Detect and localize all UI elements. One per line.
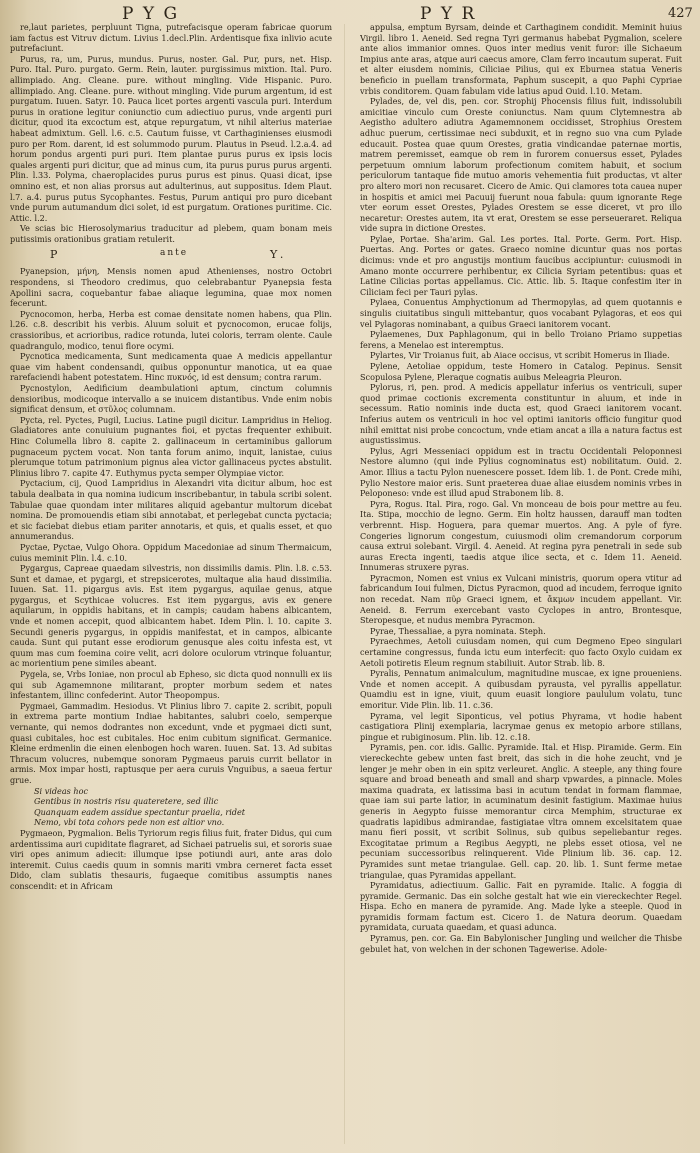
dictionary-entry: appulsa, emptum Byrsam, deinde et Carthaginem condidit. Meminit huius Virgil. libro 1. Aeneid. Sed regna Tyri germanus habebat Pygmalion, scelere ante alios immanior omnes. Quos inter medius venit furor: ille Sichaeum Impius ante aras, atque auri caecus amore, Clam ferro incautum superat. Fuit et alter eiusdem nominis, Ciliciae Pilius, qui ex Eburnea statua Veneris beneficio in puellam transformata, Paphum suscepit, a quo Paphi Cypriae vrbis conditorem. Quam fabulam vide latius apud Ouid. l.10. Metam. [360, 22, 682, 96]
dictionary-entry: Pylorus, ri, pen. prod. A medicis appellatur inferius os ventriculi, super quod primae coctionis excrementa constituntur in aluum, et inde in secessum. Ratio nominis inde ducta est, quod Graeci ianitorem vocant. Inferius autem os ventriculi in hoc vel optimi ianitoris officio fungitur quod nihil emittat nisi probe concoctum, vnde etiam ancat a illa a natura factus est augustissimus. [360, 382, 682, 446]
section-ante: ante [160, 248, 189, 259]
dictionary-entry: Pylartes, Vir Troianus fuit, ab Aiace occisus, vt scribit Homerus in Iliade. [370, 350, 670, 361]
dictionary-entry: Pylene, Aetoliae oppidum, teste Homero in Catalog. Pepinus. Sensit Scopulosa Pylene, Pleraque cognatis auibus Meleagria Pleuron. [360, 361, 682, 382]
dictionary-entry: Ve scias bic Hierosolymarius traducitur ad plebem, quam bonam meis putissimis orationibus gratiam retulerit. [10, 223, 332, 244]
dictionary-entry: Pyctacium, cij, Quod Lampridius in Alexandri vita dicitur album, hoc est tabula dealbata in qua nomina iudicum inscribebantur, in tabula scribi solent. Tabulae quae quondam inter militares aliquid agebantur multorum dicebat nomina. De promouendis etiam sibi annotabat, et perlegebat cuncta pyctacia; et sic faciebat diebus etiam pariter annotaris, et quis, et qualis esset, et quo annumerandus. [10, 478, 332, 542]
dictionary-entry: Pyra, Rogus. Ital. Pira, rogo. Gal. Vn monceau de bois pour mettre au feu. Ita. Stipa, mocchio de legno. Germ. Ein holtz haussen, darauff man todten verbrennt. Hisp. Hoguera, para quemar muertos. Ang. A pyle of fyre. Congeries lignorum congestum, cuiusmodi olim cremandorum corporum causa extrui solebant. Virgil. 4. Aeneid. At regina pyra penetrali in sede sub auras Erecta ingenti, taedis atque ilice secta, et c. Idem 11. Aeneid. Innumeras struxere pyras. [360, 498, 682, 573]
dictionary-entry: Pyralis, Pennatum animalculum, magnitudine muscae, ex igne proueniens. Vnde et nomen accepit. A quibusdam pyrausta, vel pyrallis appellatur. Quamdiu est in igne, viuit, quum euasit longiore paululum volatu, tunc emoritur. Vide Plin. lib. 11. c.36. [360, 668, 682, 710]
dictionary-entry: Pycta, rel. Pyctes, Pugil, Lucius. Latine pugil dicitur. Lampridius in Heliog. Gladiatores ante conuiuium pugnantes fioi, et pyctas frequenter exhibuit. Hinc Columella libro 8. capite 2. gallinaceum in certaminibus gallorum pugnaceum pyctem vocat. Non tanta forum animo, inquit, lanistae, cuius plerumque totum patrimonium pignus alea victor gallinaceus pyctes abstulit. Plinius libro 7. capite 47. Euthymus pycta semper Olympiae victor. [10, 414, 332, 478]
column-gutter [344, 24, 345, 1144]
dictionary-entry: Pygela, se, Vrbs Ioniae, non procul ab Epheso, sic dicta quod nonnulli ex iis qui sub Agamemnone militarant, propter morbum sedem et nates infestantem, illinc confederint. Autor Theopompus. [10, 669, 332, 701]
dictionary-entry: Pycnocomon, herba, Herba est comae densitate nomen habens, qua Plin. l.26. c.8. describit his verbis. Aluum soluit et pycnocomon, erucae folijs, crassioribus, et acrioribus, radice rotunda, lutei coloris, terram olente. Caule quadrangulo, modico, tenui flore ocymi. [10, 308, 332, 351]
dictionary-entry: Pyrae, Thessaliae, a pyra nominata. Steph. [370, 625, 546, 636]
dictionary-entry: Pycnostylon, Aedificium deambulationi aptum, cinctum columnis densioribus, modicoque intervallo a se inuicem distantibus. Vnde enim nobis significat densum, et στῦλος columnam. [10, 383, 332, 415]
page-number: 427 [668, 6, 693, 21]
verse-line: Si videas hoc [34, 785, 89, 796]
dictionary-entry: Pygmaeon, Pygmalion. Belis Tyriorum regis filius fuit, frater Didus, qui cum ardentissima auri cupiditate flagraret, ad Sichaei patruelis sui, et sororis suae viri opes animum adiecit: illumque ipse potiundi auri, ante aras dolo interemit. Cuius caedis quum in somnis mariti vmbra cerneret facta esset Dido, clam sublatis thesauris, fugaeque comitibus assumptis nanes conscendit: et in Africam [10, 827, 332, 891]
dictionary-entry: Pyramis, pen. cor. idis. Gallic. Pyramide. Ital. et Hisp. Piramide. Germ. Ein viereckechte gebew unten fast breit, das sich in die hohe zeucht, vnd je lenger je mehr oben in ein spitz verleuret. Anglic. A steeple, any thing foure square and broad beneath and small and sharp vpwardes, a pinnacle. Moles maxima quadrata, ex latissima basi in acutum tendat in formam flammae, quae iam sui parte latior, in acuminatum desinit fastigium. Maximae huius generis in Aegypto fuisse memorantur circa Memphim, structurae ex quadratis lapidibus admirandae, fastigiatae vltra omnem excelsitatem quae manu fieri possit, vt scribit Solinus, sub quibus sepeliebantur reges. Excogitatae primum a Regibus Aegypti, ne plebs esset otiosa, vel ne pecuniam successoribus relinquerent. Vide Plinium lib. 36. cap. 12. Pyramides sunt metae triangulae. Gell. cap. 20. lib. 1. Sunt ferme metae triangulae, quas Pyramidas appellant. [360, 742, 682, 880]
dictionary-entry: Pyramus, pen. cor. Ga. Ein Babylonischer Jungling und weilcher die Thisbe gebulet hat, von welchen in der schonen Tagewerise. Adole- [360, 933, 682, 954]
dictionary-entry: Pylaemenes, Dux Paphlagonum, qui in bello Troiano Priamo suppetias ferens, a Menelao est interemptus. [360, 329, 682, 350]
dictionary-entry: Pylades, de, vel dis, pen. cor. Strophij Phocensis filius fuit, indissolubili amicitiae vinculo cum Oreste coniunctus. Nam quum Clytemnestra ab Aegistho adultero adiutra Agamemnonem occidisset, Strophius Orestem adhuc puerum, certissimae neci subduxit, et in regno suo vna cum Pylade educauit. Postea quae quum Orestes, gratia vindicandae paternae mortis, matrem peremisset, eamque ob rem in furorem conuersus esset, Pylades perpetuum omnium laborum profectionum comitem habuit, et socium periculorum tantaque fide mutuo amoris vehementia fuit productas, vt alter pro altero mori non recusaret. Cicero de Amic. Qui clamores tota cauea nuper in hospitis et amici mei Pacuuij fuerunt noua fabula: quum ignorante Rege vter eorum esset Orestes, Pylades Orestem se esse diceret, vt pro illo necaretur: Orestes autem, ita vt erat, Orestem se esse perseueraret. Reliqua vide supra in dictione Orestes. [360, 96, 682, 234]
section-heading [10, 248, 332, 262]
dictionary-entry: Pylaea, Conuentus Amphyctionum ad Thermopylas, ad quem quotannis e singulis ciuitatibus singuli mittebantur, quos vocabant Pylagoras, et eos qui vel Pylagoras nominabant, a quibus Graeci ianitorem vocant. [360, 297, 682, 329]
dictionary-entry: re,laut parietes, perpluunt Tigna, putrefacisque operam fabricae quorum iam factus est Vitruv dictum. Livius 1.decl.Plin. Ardentisque fixa inlivio acute putrefaciunt. [10, 22, 332, 54]
left-column [10, 22, 332, 1147]
dictionary-entry: Pygargus, Capreae quaedam silvestris, non dissimilis damis. Plin. l.8. c.53. Sunt et damae, et pygargi, et strepsicerotes, multaque alia haud dissimilia. Iuuen. Sat. 11. pigargus avis. Est item pygargus, aquilae genus, atque pygargus, et Scythicae volucres. Est item pygargus, avis ex genere aquilarum, in oppidis habitans, et in campis; caudam habens albicantem, vnde et nomen accepit, quod albicantem habet. Idem Plin. l. 10. capite 3. Secundi generis pygargus, in oppidis manifestat, et in campos, albicante cauda. Sunt qui putant esse erodiorum genusque ales coitu infesta est, vt quum mas cum foemina coire velit, acri dolore oculorum vtrinque foluantur, ac morientium pene similes abeant. [10, 563, 332, 669]
section-letter: P [50, 248, 62, 262]
dictionary-entry: Pyraechmes, Aetoli cuiusdam nomen, qui cum Degmeno Epeo singulari certamine congressus, funda ictu eum interfecit: quo facto Oxylo cuidam ex Aetoli potiretis Eleum regnum stabiliuit. Autor Strab. lib. 8. [360, 636, 682, 668]
header-left-guide-word: P Y G [122, 4, 180, 24]
dictionary-entry: Pygmaei, Gammadim. Hesiodus. Vt Plinius libro 7. capite 2. scribit, populi in extrema parte montium Indiae habitantes, salubri coelo, semperque vernante, qui nemos dodrantes non excedunt, vnde et pygmaei dicti sunt, quasi cubitales, hoc est cubitales. Hoc enim cubitum significat. Germanice. Kleine erdmenlin die einen elenbogen hoch waren. Iuuen. Sat. 13. Ad subitas Thracum volucres, nubemque sonoram Pygmaeus paruis currit bellator in armis. Mox impar hosti, raptusque per aera curuis Vnguibus, a saeua fertur grue. [10, 700, 332, 785]
verse-line: Gentibus in nostris risu quateretere, sed illic [34, 796, 219, 807]
dictionary-entry: Pyracmon, Nomen est vnius ex Vulcani ministris, quorum opera vtitur ad fabricandum Ioui fulmen, Dictus Pyracmon, quod ad incudem, ferroque ignito non recedat. Nam πῦρ Graeci ignem, et ἄκμων incudem appellant. Vir. Aeneid. 8. Ferrum exercebant vasto Cyclopes in antro, Brontesque, Steropesque, et nudus membra Pyracmon. [360, 572, 682, 626]
verse-line: Quanquam eadem assidue spectantur praelia, ridet [34, 806, 246, 817]
dictionary-entry: Purus, ra, um, Purus, mundus. Purus, noster. Gal. Pur, purs, net. Hisp. Puro. Ital. Puro. purgato. Germ. Rein, lauter. purgissimus mixtion. Ital. Puro. allimpiado. Ang. Cleane. pure. without mingling. Vide Hispanic. Puro. allimpiado. Ang. Cleane. pure. without mingling. Vide purum argentum, id est purgatum. Iuuen. Satyr. 10. Pauca licet portes argenti vascula puri. Interdum purus in oratione legitur coniunctio cum adiectiuo purus, vnde argenti puri dicitur, quod ita excoctum est, atque repurgatum, vt nihil alterius materiae habeat admixtum. Gell. l.6. c.5. Cautum fuisse, vt Carthaginienses eiusmodi puro per Rom. darent, id est solummodo purum. Plautus in Pseud. l.2.a.4. ad horum pondus argenti puri puri. Item plantae purus purus ex ipsis locis quales argenti puri dicitur, que ad minus cum, ita purus purus purus argenti. Plin. l.33. Polyma, chaeroplacides purus purus est pinus. Quasi dicat, ipse omnino est, et non alias prorsus aut adulterinus, aut suppositus. Idem Plaut. l.7. a.4. purus putus Sycophantes. Festus, Purum antiqui pro puro dicebant vnde purum autumandum dici solet, id est purgatum. Orationes puritime. Cic. Attic. l.2. [10, 53, 332, 223]
header-right-guide-word: P Y R [420, 4, 477, 24]
right-column [360, 22, 682, 1147]
section-next-letter: Y. [270, 248, 288, 262]
dictionary-entry: Pyramidatus, adiectiuum. Gallic. Fait en pyramide. Italic. A foggia di pyramide. Germanic. Das ein solche gestalt hat wie ein viereckechter Regel. Hispa. Echo en manera de pyramide. Ang. Made lyke a steeple. Quod in pyramidis formam factum est. Cicero 1. de Natura deorum. Quaedam pyramidata, curuata quaedam, et quasi adunca. [360, 880, 682, 933]
dictionary-entry: Pylae, Portae. Sha'arim. Gal. Les portes. Ital. Porte. Germ. Port. Hisp. Puertas. Ang. Portes or gates. Graeco nomine dicuntur quas nos portas dicimus: vnde et pro angustijs montium faucibus accipiuntur: cuiusmodi in Amano monte occurrere perhibentur, ex Cilicia Syriam petentibus: quas et Latine Cilicias portas appellamus. Cic. Attic. lib. 5. Itaque confestim iter in Ciliciam feci per Tauri pylas. [360, 233, 682, 297]
dictionary-entry: Pycnotica medicamenta, Sunt medicamenta quae A medicis appellantur quae vim habent condensandi, quibus opponuntur manotica, ut ea quae rarefaciendi habent potestatem. Hinc πυκνός, id est densum; contra rarum. [10, 351, 332, 383]
dictionary-entry: Pylus, Agri Messeniaci oppidum est in tractu Occidentali Peloponnesi Nestore alumno (qui inde Pylius cognominatus est) nobilitatum. Ouid. 2. Amor. Illius a tactu Pylon nuenescere posset. Idem lib. 1. de Pont. Crede mihi, Pylio Nestore maior eris. Sunt praeterea duae aliae eiusdem nominis vrbes in Peloponeso: vnde est illud apud Strabonem lib. 8. [360, 445, 682, 499]
dictionary-entry: Pyanepsion, μήνη, Mensis nomen apud Athenienses, nostro Octobri respondens, si Theodoro credimus, quo celebrabantur Pyanepsia festa Apollini sacra, coquebantur fabae aliaque legumina, quae mox nomen fecerunt. [10, 266, 332, 309]
dictionary-entry: Pyctae, Pyctae, Vulgo Ohora. Oppidum Macedoniae ad sinum Thermaicum, cuius meminit Plin. l.4. c.10. [10, 541, 332, 563]
dictionary-entry: Pyrama, vel legit Siponticus, vel potius Phyrama, vt hodie habent castigatiora Plinij exemplaria, lacrymae genus ex metopio arbore stillans, pingue et rubiginosum. Plin. lib. 12. c.18. [360, 710, 682, 742]
verse-line: Nemo, vbi tota cohors pede non est altior vno. [34, 817, 225, 828]
